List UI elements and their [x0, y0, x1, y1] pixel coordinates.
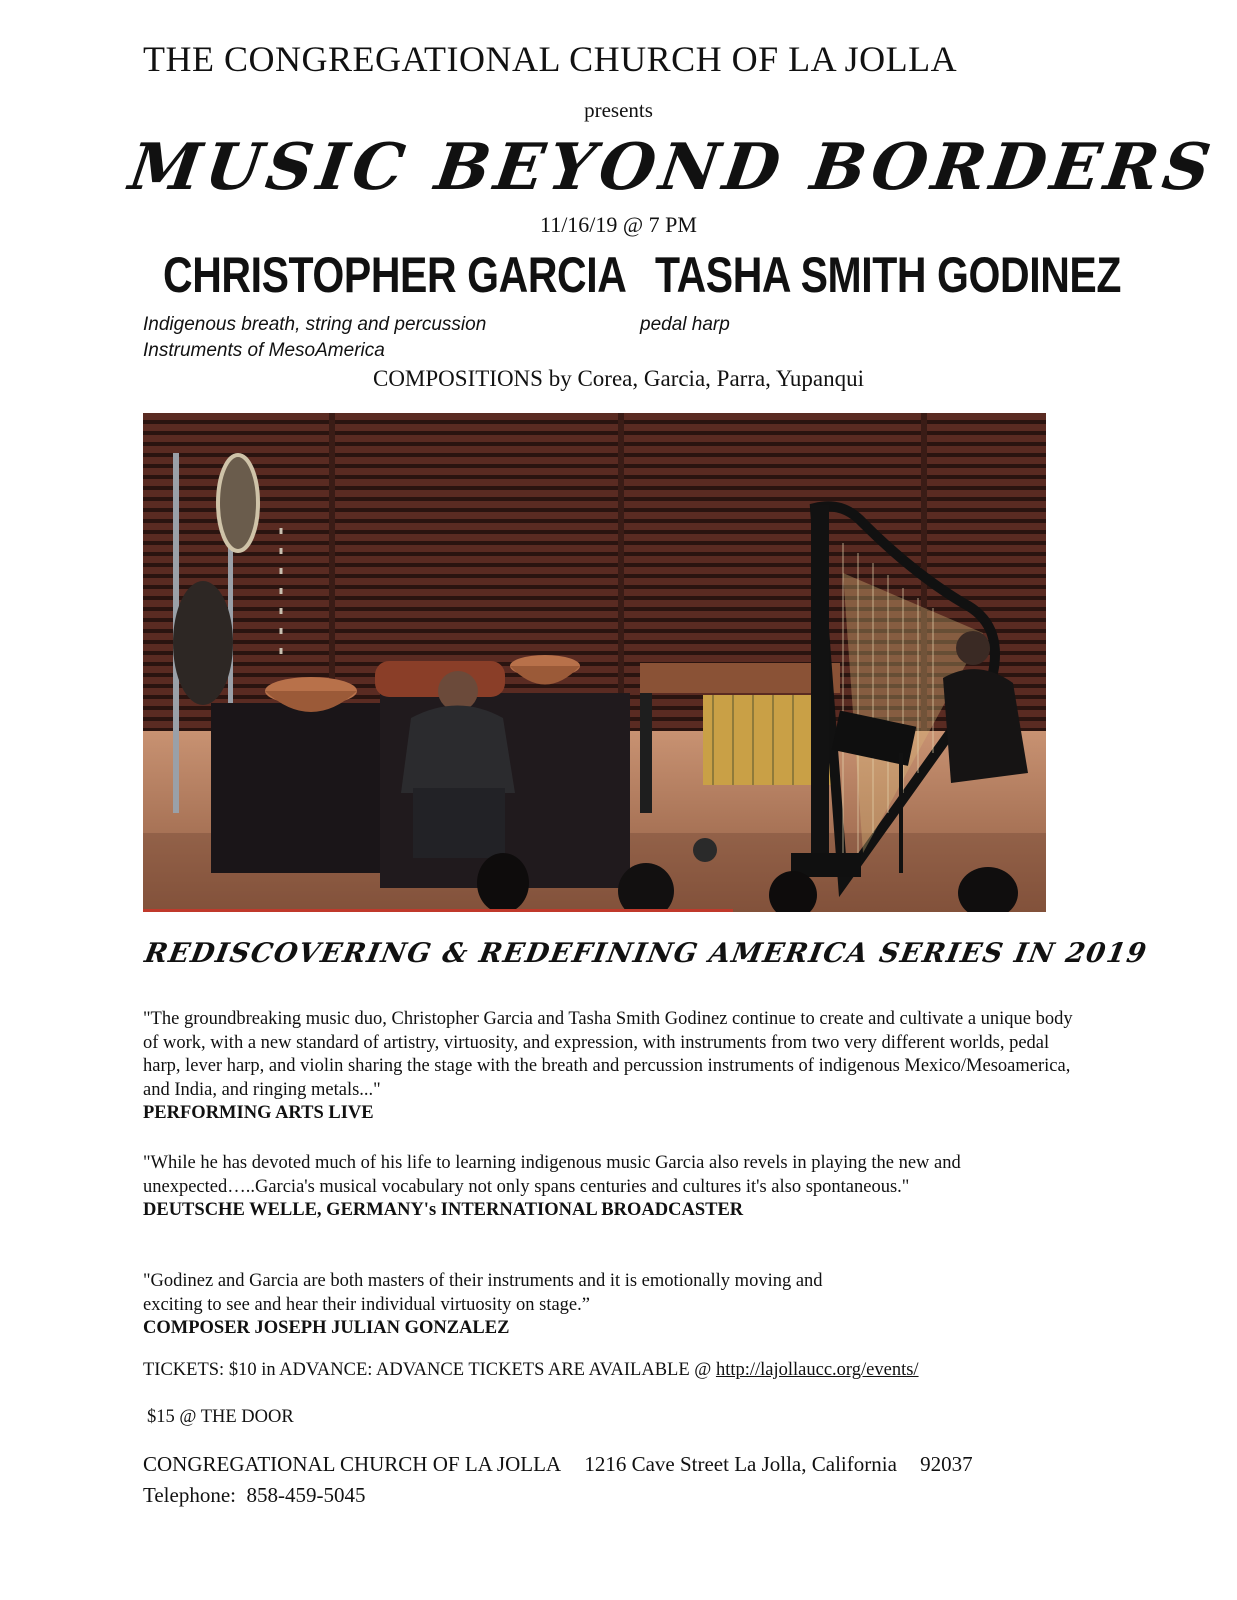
artist-name-godinez: TASHA SMITH GODINEZ [655, 247, 1121, 303]
performance-photo [143, 413, 1046, 912]
tickets-advance-text: TICKETS: $10 in ADVANCE: ADVANCE TICKETS ARE AVAILABLE @ [143, 1360, 716, 1380]
tickets-door: $15 @ THE DOOR [147, 1407, 294, 1427]
church-name: CONGREGATIONAL CHURCH OF LA JOLLA [143, 1452, 562, 1476]
quote-text: "While he has devoted much of his life to learning indigenous music Garcia also revels in playing the new and unexpected…..Garcia's musical vocabulary not only spans centuries and cultures it's also spontaneous." [143, 1153, 961, 1197]
tickets-advance [143, 1360, 919, 1381]
quote-source: DEUTSCHE WELLE, GERMANY's INTERNATIONAL BROADCASTER [143, 1200, 744, 1220]
zip-code: 92037 [920, 1452, 973, 1476]
instrument-line: Indigenous breath, string and percussion [143, 314, 487, 335]
presents-text: presents [584, 98, 653, 122]
compositions-line: COMPOSITIONS by Corea, Garcia, Parra, Yupanqui [372, 366, 864, 391]
review-quote [143, 1152, 1083, 1223]
street-address: 1216 Cave Street La Jolla, California [584, 1452, 897, 1476]
tickets-link[interactable]: http://lajollaucc.org/events/ [715, 1360, 919, 1380]
artist-name-garcia: CHRISTOPHER GARCIA [163, 247, 627, 303]
quote-text: "Godinez and Garcia are both masters of their instruments and it is emotionally moving and exciting to see and hear their individual virtuosity on stage.” [143, 1271, 823, 1315]
address-line [143, 1452, 991, 1477]
quote-source: PERFORMING ARTS LIVE [143, 1103, 374, 1123]
instrument-line: Instruments of MesoAmerica [143, 340, 385, 361]
artist-instruments-godinez [640, 312, 730, 338]
review-quote [143, 1008, 1083, 1126]
organization-heading: THE CONGREGATIONAL CHURCH OF LA JOLLA [143, 39, 958, 79]
telephone: Telephone: 858-459-5045 [143, 1483, 366, 1507]
quote-source: COMPOSER JOSEPH JULIAN GONZALEZ [143, 1318, 510, 1338]
artist-instruments-garcia [143, 312, 486, 364]
series-heading: REDISCOVERING & REDEFINING AMERICA SERIES IN 2019 [142, 938, 1150, 969]
quote-text: "The groundbreaking music duo, Christopher Garcia and Tasha Smith Godinez continue to create and cultivate a unique body of work, with a new standard of artistry, virtuosity, and expression, with instruments from two very different worlds, pedal harp, lever harp, and violin sharing the stage with the breath and percussion instruments of indigenous Mexico/Mesoamerica, and India, and ringing metals..." [143, 1009, 1073, 1100]
instrument-line: pedal harp [640, 314, 730, 335]
event-title: MUSIC BEYOND BORDERS [124, 130, 1220, 205]
event-date-time: 11/16/19 @ 7 PM [540, 212, 697, 237]
review-quote [143, 1270, 843, 1341]
